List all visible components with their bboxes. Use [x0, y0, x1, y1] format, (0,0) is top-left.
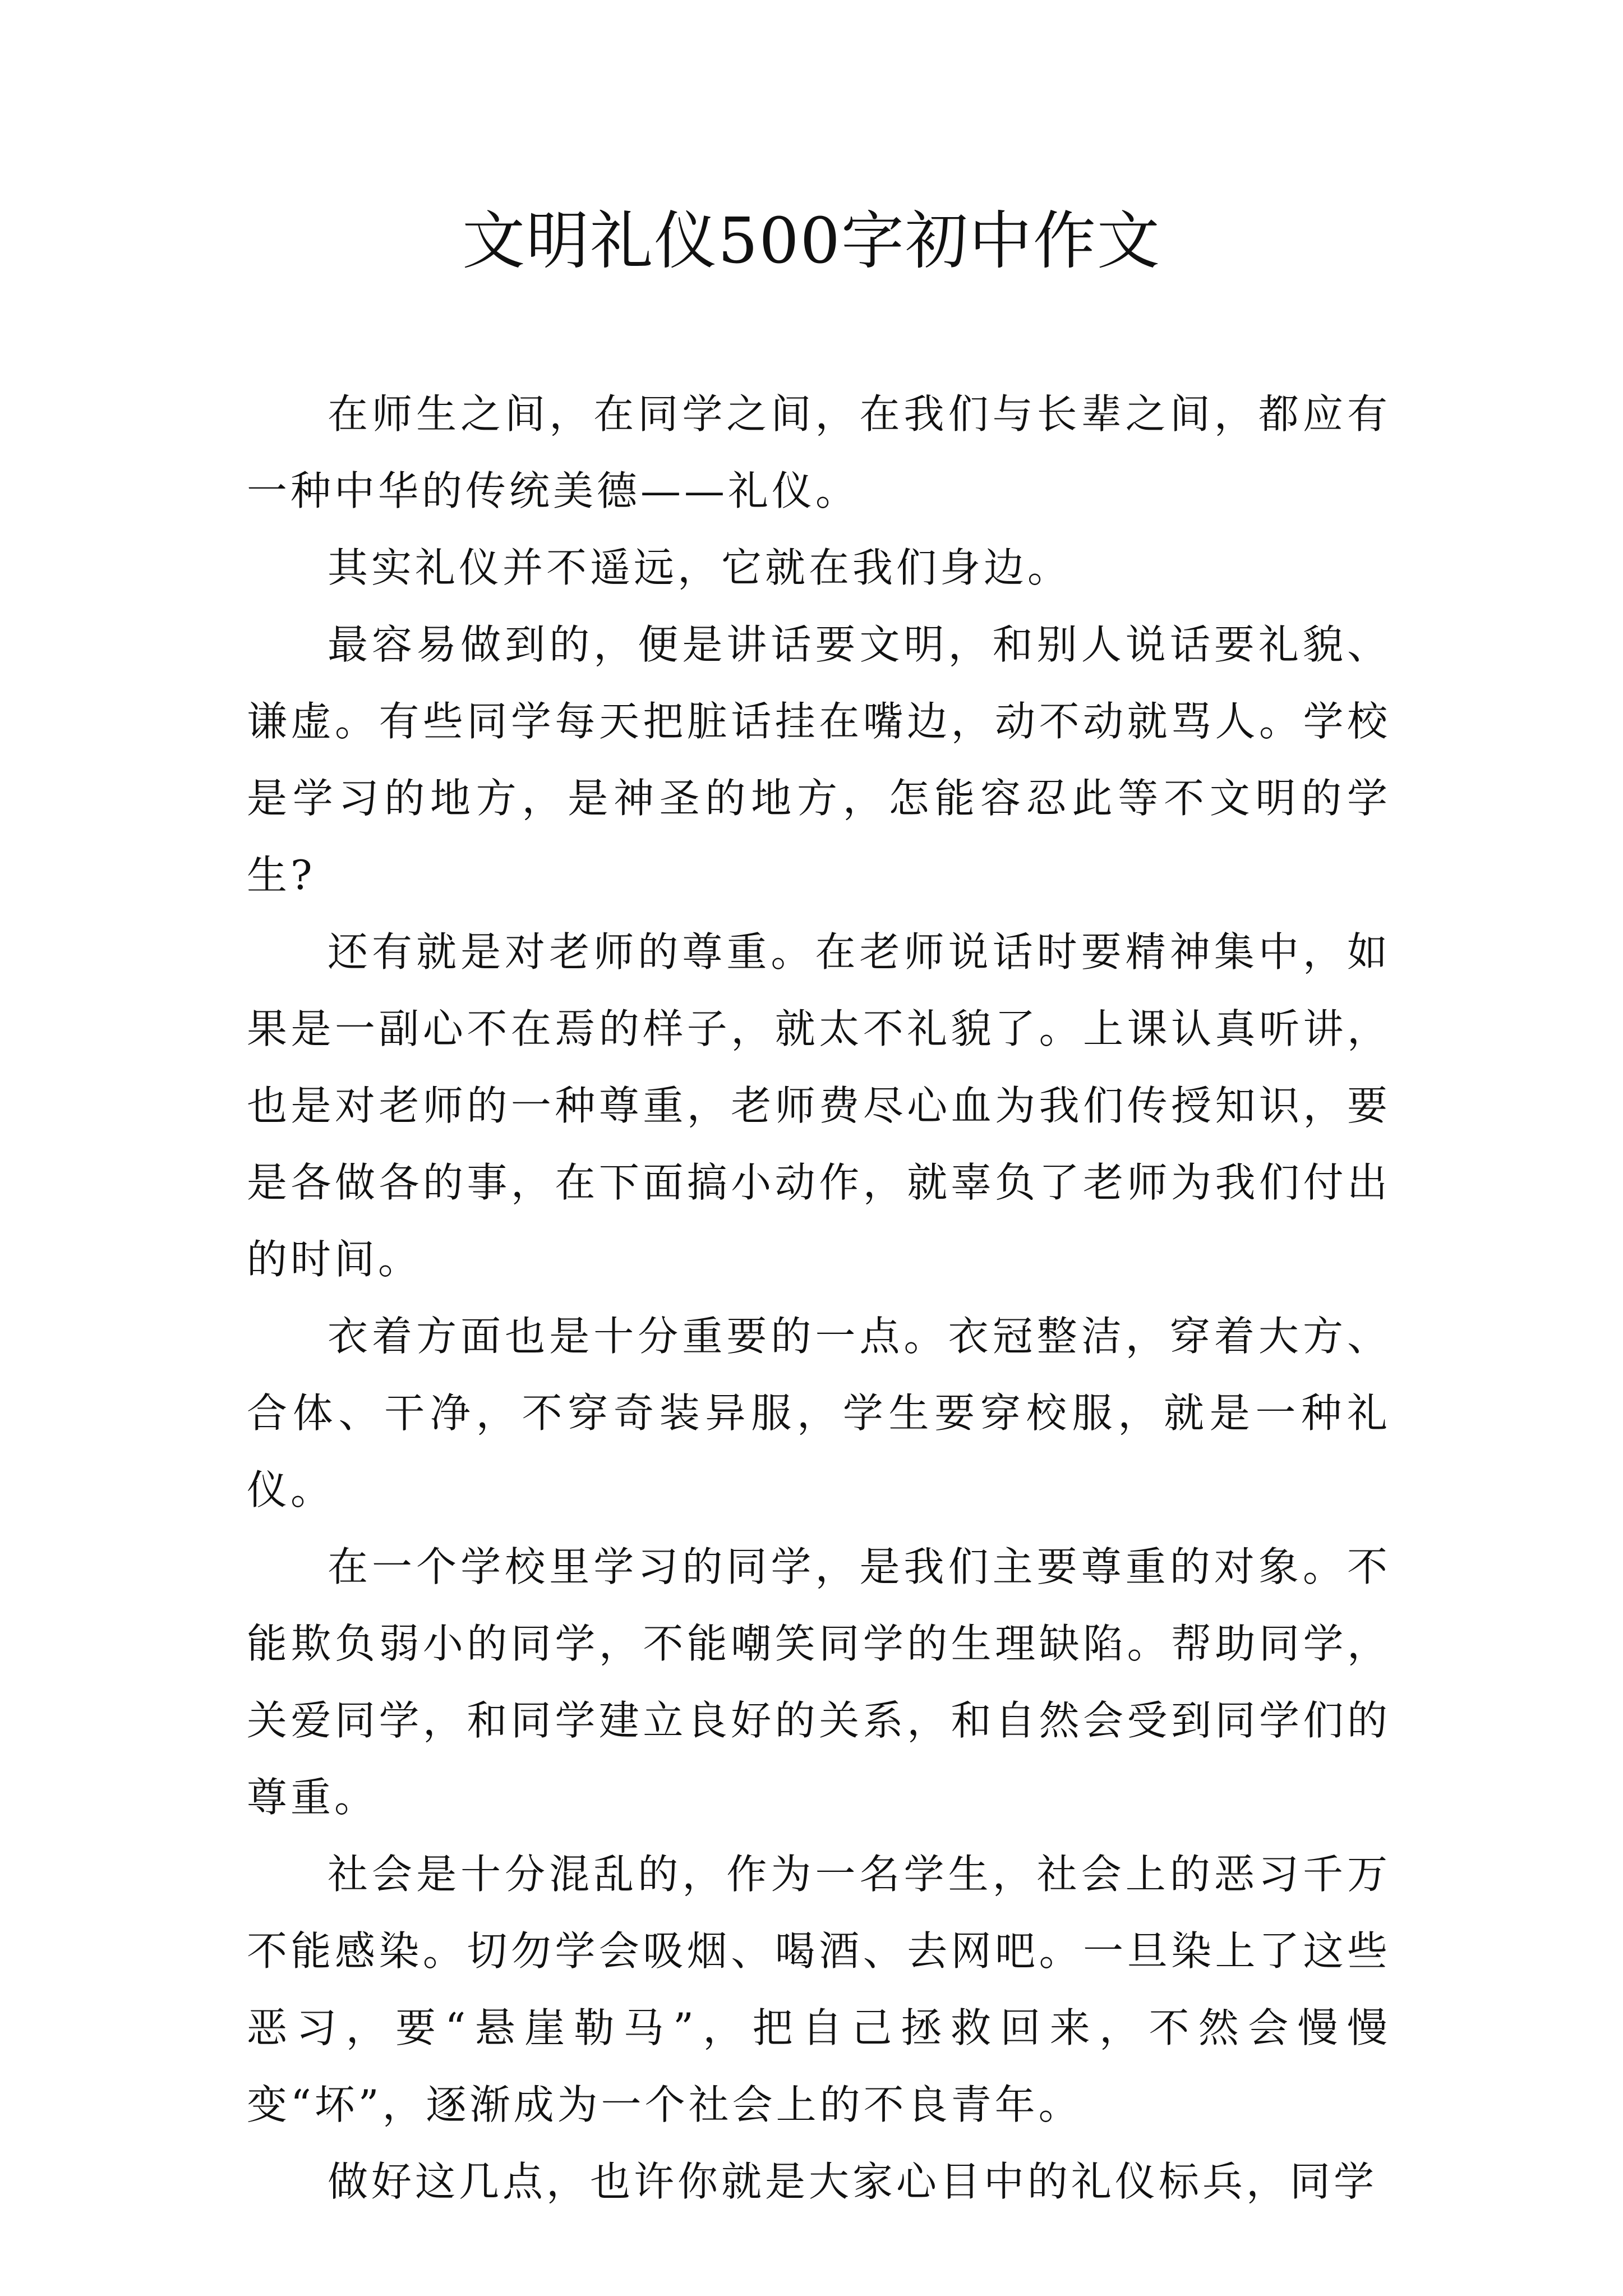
essay-body	[247, 376, 1391, 2220]
paragraph-1: 在师生之间，在同学之间，在我们与长辈之间，都应有一种中华的传统美德——礼仪。	[247, 390, 1391, 514]
paragraph-4: 还有就是对老师的尊重。在老师说话时要精神集中，如果是一副心不在焉的样子，就太不礼貌了。上课认真听讲，也是对老师的一种尊重，老师费尽心血为我们传授知识，要是各做各的事，在下面搞小动作，就辜负了老师为我们付出的时间。	[247, 928, 1391, 1283]
paragraph-2: 其实礼仪并不遥远，它就在我们身边。	[328, 544, 1072, 591]
paragraph-5: 衣着方面也是十分重要的一点。衣冠整洁，穿着大方、合体、干净，不穿奇装异服，学生要穿校服，就是一种礼仪。	[247, 1313, 1391, 1513]
page-title: 文明礼仪500字初中作文	[462, 205, 1161, 278]
paragraph-3: 最容易做到的，便是讲话要文明，和别人说话要礼貌、谦虚。有些同学每天把脏话挂在嘴边，动不动就骂人。学校是学习的地方，是神圣的地方，怎能容忍此等不文明的学生?	[247, 621, 1391, 899]
paragraph-8: 做好这几点，也许你就是大家心目中的礼仪标兵，同学	[328, 2158, 1378, 2205]
paragraph-7: 社会是十分混乱的，作为一名学生，社会上的恶习千万不能感染。切勿学会吸烟、喝酒、去网吧。一旦染上了这些恶习，要“悬崖勒马”，把自己拯救回来，不然会慢慢变“坏”，逐渐成为一个社会上的不良青年。	[247, 1851, 1391, 2128]
paragraph-6: 在一个学校里学习的同学，是我们主要尊重的对象。不能欺负弱小的同学，不能嘲笑同学的生理缺陷。帮助同学，关爱同学，和同学建立良好的关系，和自然会受到同学们的尊重。	[247, 1543, 1391, 1821]
